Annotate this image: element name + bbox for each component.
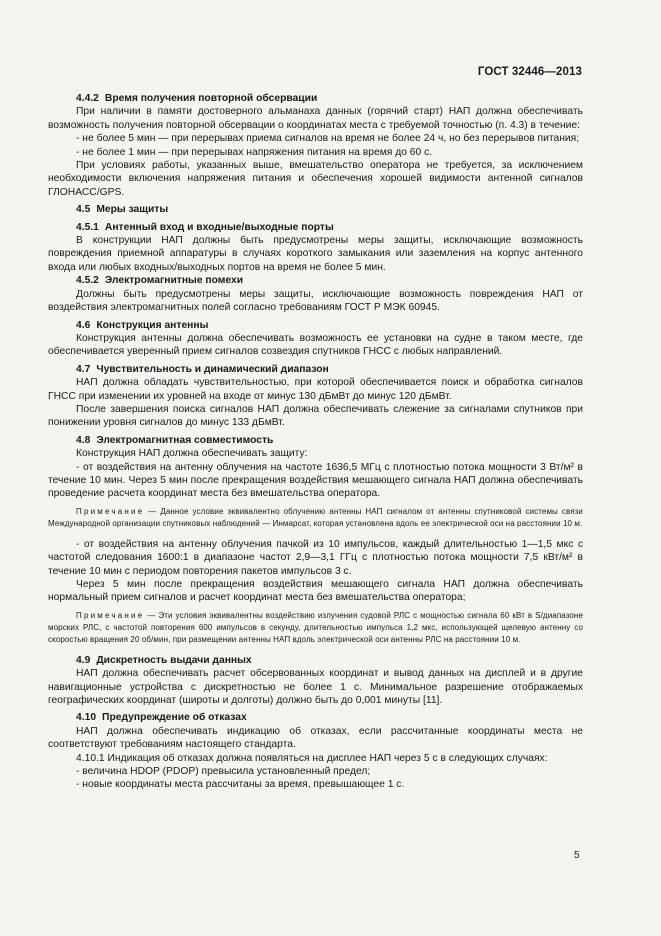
document-number: ГОСТ 32446—2013 <box>477 66 582 78</box>
paragraph: Должны быть предусмотрены меры защиты, исключающие возможность повреждения НАП от воздействия электромагнитных полей согласно требованиям ГОСТ Р МЭК 60945. <box>48 288 583 314</box>
paragraph: После завершения поиска сигналов НАП должна обеспечивать слежение за сигналами спутников при понижении уровня сигналов до минус 133 дБмВт. <box>48 403 583 429</box>
list-item: - величина HDOP (PDOP) превысила установленный предел; <box>76 766 371 778</box>
paragraph: - от воздействия на антенну облучения на частоте 1636,5 МГц с плотностью потока мощности 3 Вт/м² в течение 10 мин. Через 5 мин после прекращения воздействия мешающего сигнала НАП должна обеспечивать проведение расчета координат места без вмешательства оператора. <box>48 461 583 500</box>
note: Примечание — Эти условия эквивалентны воздействию излучения судовой РЛС с мощностью сигнала 60 кВт в S/диапазоне морских РЛС, с частотой повторения 600 импульсов в секунду, длительностью импульса 1,2 мкс, использующей щелевую антенну со скоростью вращения 20 об/мин, при размещении антенны НАП вдоль электрической оси антенны РЛС на расстоянии 10 м. <box>48 610 584 644</box>
section-heading: 4.6 Конструкция антенны <box>76 319 209 331</box>
paragraph: Конструкция антенны должна обеспечивать возможность ее установки на судне в таком месте, где обеспечивается уверенный прием сигналов созвездия спутников ГНСС с любых направлений. <box>48 332 583 358</box>
paragraph: Конструкция НАП должна обеспечивать защиту: <box>76 448 308 460</box>
section-heading: 4.4.2 Время получения повторной обсервации <box>76 93 318 104</box>
page-number: 5 <box>574 850 580 861</box>
note-label: Примечание <box>76 610 145 620</box>
section-heading: 4.8 Электромагнитная совместимость <box>76 434 274 446</box>
list-item: - не более 1 мин — при перерывах напряжения питания на время до 60 с. <box>76 146 433 158</box>
document-body <box>48 92 583 792</box>
list-item: - не более 5 мин — при перерывах приема сигналов на время не более 24 ч, но без перерывов питания; <box>76 133 580 145</box>
section-heading: 4.9 Дискретность выдачи данных <box>76 654 252 666</box>
paragraph: В конструкции НАП должны быть предусмотрены меры защиты, исключающие возможность повреждения приемной аппаратуры в случаях короткого замыкания или заземления на корпус антенного входа или любых входных/выходных портов на время не более 5 мин. <box>48 235 583 273</box>
section-heading: 4.10 Предупреждение об отказах <box>76 712 247 724</box>
paragraph: 4.10.1 Индикация об отказах должна появляться на дисплее НАП через 5 с в следующих случаях: <box>76 752 548 764</box>
paragraph: Через 5 мин после прекращения воздействия мешающего сигнала НАП должна обеспечивать нормальный прием сигналов и расчет координат места без вмешательства оператора; <box>48 579 583 604</box>
paragraph: - от воздействия на антенну облучения пачкой из 10 импульсов, каждый длительностью 1—1,5 мкс с частотой следования 1600:1 в диапазоне частот 2,9—3,1 ГГц с плотностью потока мощности 7,5 кВт/м² в течение 10 мин с периодом повторения пакетов импульсов 3 с. <box>48 538 583 577</box>
section-heading: 4.5.1 Антенный вход и входные/выходные порты <box>76 221 334 233</box>
paragraph: При условиях работы, указанных выше, вмешательство оператора не требуется, за исключением необходимости включения напряжения питания и обеспечения хорошей видимости антенной сигналов ГЛОНАСС/GPS. <box>48 160 583 198</box>
paragraph: НАП должна обеспечивать расчет обсервованных координат и вывод данных на дисплей и в другие навигационные устройства с дискретностью не более 1 с. Минимальное разрешение отображаемых географических координат (широты и долготы) должно быть до 0,001 минуты [11]. <box>48 668 583 707</box>
list-item: - новые координаты места рассчитаны за время, превышающее 1 с. <box>76 779 405 791</box>
note: Примечание — Данное условие эквивалентно облучению антенны НАП сигналом от антенны спутниковой системы связи Международной организации спутниковых наблюдений — Инмарсат, которая установлена вдоль ее электрической оси на расстоянии 10 м. <box>48 506 583 528</box>
paragraph: НАП должна обеспечивать индикацию об отказах, если рассчитанные координаты места не соответствуют требованиям настоящего стандарта. <box>48 725 583 751</box>
section-heading: 4.5 Меры защиты <box>76 204 169 216</box>
paragraph: НАП должна обладать чувствительностью, при которой обеспечивается поиск и обработка сигналов ГНСС при изменении их уровней на входе от минус 130 дБмВт до минус 120 дБмВт. <box>48 377 583 402</box>
section-heading: 4.5.2 Электромагнитные помехи <box>76 275 244 287</box>
note-label: Примечание <box>76 506 145 516</box>
paragraph: При наличии в памяти достоверного альманаха данных (горячий старт) НАП должна обеспечивать возможность получения повторной обсервации о координатах места с требуемой точностью (п. 4.3) в течение: <box>48 106 583 131</box>
section-heading: 4.7 Чувствительность и динамический диапазон <box>76 363 329 375</box>
